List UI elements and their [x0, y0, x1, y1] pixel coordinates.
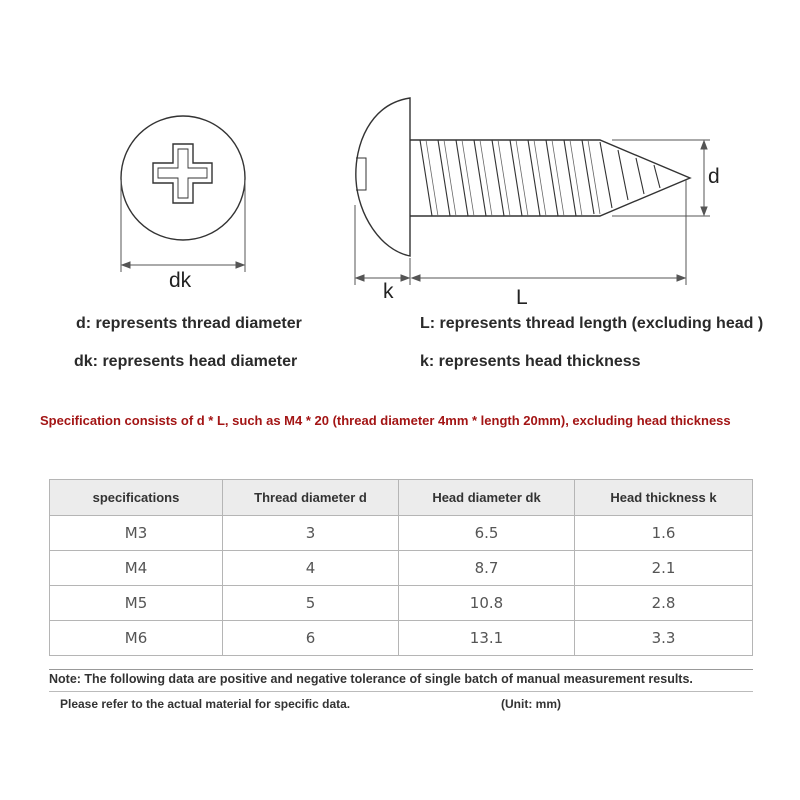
table-header-row [50, 480, 753, 516]
tolerance-note: Note: The following data are positive and negative tolerance of single batch of manual measurement results. [49, 669, 753, 692]
screw-diagram [0, 0, 800, 310]
table-row [50, 586, 753, 621]
head-top-view [121, 116, 245, 240]
cell-head-diameter: 10.8 [399, 586, 575, 621]
dk-dimension [121, 180, 245, 272]
cell-thread-diameter: 5 [223, 586, 399, 621]
spec-table [49, 479, 753, 656]
cell-thread-diameter: 6 [223, 621, 399, 656]
cell-thread-diameter: 3 [223, 516, 399, 551]
table-row [50, 551, 753, 586]
cell-spec: M5 [50, 586, 223, 621]
cell-head-thickness: 2.8 [575, 586, 753, 621]
cell-head-thickness: 1.6 [575, 516, 753, 551]
header-head-thickness: Head thickness k [575, 480, 753, 516]
cell-head-thickness: 3.3 [575, 621, 753, 656]
L-label: L [516, 286, 528, 309]
header-thread-diameter: Thread diameter d [223, 480, 399, 516]
table-row [50, 621, 753, 656]
refer-note: Please refer to the actual material for specific data. [60, 697, 351, 711]
cell-spec: M3 [50, 516, 223, 551]
legend-d: d: represents thread diameter [76, 315, 302, 332]
table-row [50, 516, 753, 551]
cell-head-diameter: 8.7 [399, 551, 575, 586]
cell-head-diameter: 6.5 [399, 516, 575, 551]
cell-spec: M6 [50, 621, 223, 656]
header-specifications: specifications [50, 480, 223, 516]
cell-head-diameter: 13.1 [399, 621, 575, 656]
header-head-diameter: Head diameter dk [399, 480, 575, 516]
legend-L: L: represents thread length (excluding head ) [420, 315, 764, 332]
cell-head-thickness: 2.1 [575, 551, 753, 586]
cell-thread-diameter: 4 [223, 551, 399, 586]
screw-side-view [356, 98, 690, 256]
legend-dk: dk: represents head diameter [74, 353, 298, 370]
dk-label: dk [169, 269, 192, 292]
k-label: k [383, 280, 394, 303]
legend-k: k: represents head thickness [420, 353, 641, 370]
specification-note: Specification consists of d * L, such as M4 * 20 (thread diameter 4mm * length 20mm), excluding head thickness [40, 413, 731, 428]
d-label: d [708, 165, 720, 188]
k-dimension [355, 205, 410, 285]
unit-note: (Unit: mm) [501, 697, 561, 711]
cell-spec: M4 [50, 551, 223, 586]
